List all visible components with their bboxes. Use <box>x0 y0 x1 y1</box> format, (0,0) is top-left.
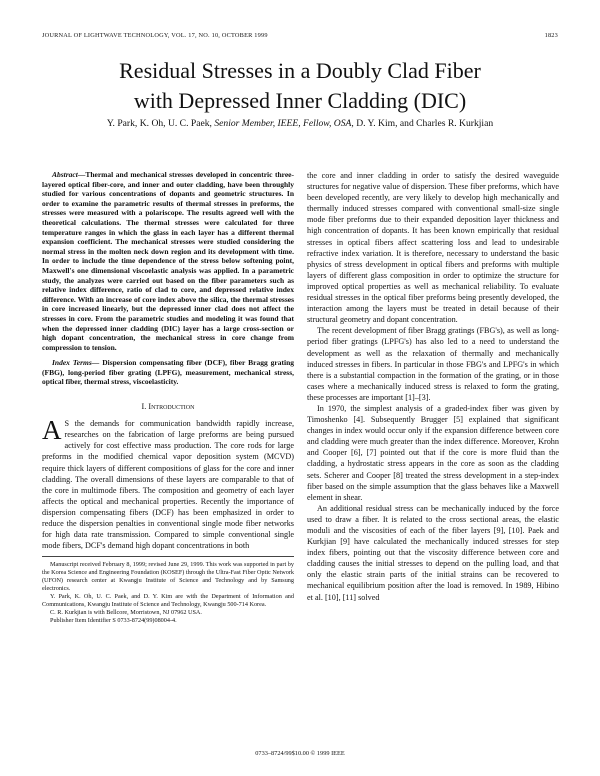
title-line-1: Residual Stresses in a Doubly Clad Fiber <box>119 58 481 83</box>
author-affiliation: Senior Member, IEEE, Fellow, OSA, <box>214 118 354 129</box>
section-number: I. <box>141 402 147 412</box>
intro-paragraph <box>42 415 294 551</box>
index-terms-text: Dispersion compensating fiber (DCF), fiber Bragg grating (FBG), long-period fiber grating (LPFG), measurement, mechanical stress, optical fiber, thermal stress, viscoelasticity. <box>42 358 294 387</box>
left-column <box>42 170 294 625</box>
abstract <box>42 170 294 352</box>
footnotes <box>42 556 294 625</box>
paper-title <box>40 56 560 116</box>
body-paragraph: the core and inner cladding in order to satisfy the desired waveguide structures for negative value of dispersion. These fiber preforms, which have been developed recently, are very likely to develop high mechanically and thermally induced stresses compared with conventional small-size single mode fiber preforms due to their expanded deposition layer thickness and high concentration of dopants. It has been known empirically that residual stresses in optical fibers affect scattering loss and lead to undesirable refractive index variation. It is therefore, necessary to understand the basic physics of stress development in optical fibers and preforms with multiple layers of different glass composition in order to optimize the structure for improved optical properties as well as mechanical reliability. To evaluate residual stresses in the optical fiber preforms being presently developed, the interaction among the layers must be treated in detail because of their structural geometry and dopant concentration. <box>307 171 559 325</box>
drop-cap: A <box>42 415 62 446</box>
right-column <box>307 170 559 603</box>
abstract-lead: Abstract— <box>52 170 86 179</box>
footnote-publisher-id: Publisher Item Identifier S 0733-8724(99)08004-4. <box>50 617 177 625</box>
running-header <box>42 32 558 44</box>
footnote-kurkjian: C. R. Kurkjian is with Bellcore, Morristown, NJ 07962 USA. <box>50 609 202 617</box>
section-heading <box>42 401 294 412</box>
author-names-1: Y. Park, K. Oh, U. C. Paek, <box>106 118 212 129</box>
footnote-affiliation: Y. Park, K. Oh, U. C. Paek, and D. Y. Kim are with the Department of Information and Communications, Kwangju Institute of Science and Technology, Kwangju 500-714 Korea. <box>42 593 294 609</box>
footnote-manuscript: Manuscript received February 8, 1999; revised June 29, 1999. This work was supported in part by the Korea Science and Engineering Foundation (KOSEF) through the Ultra-Fast Fiber Optic Network (UFON) research center at Kwangju Institute of Science and Technology and by Samsung electronics. <box>42 561 294 593</box>
title-line-2: with Depressed Inner Cladding (DIC) <box>133 88 467 113</box>
index-terms <box>42 358 294 387</box>
intro-text: S the demands for communication bandwidth rapidly increase, researches on the fabrication of large preforms are being pursued actively for cost effective mass production. The core rods for large preforms in the modified chemical vapor deposition system (MCVD) require thick layers of different compositions of glass for the core and inner cladding. The overall dimensions of these layers are comparable to that of the core in multimode fibers. The composition and geometry of each layer affects the optical and mechanical properties. Recently the importance of dispersion compensating fibers (DCF) has been emphasized in order to reduce the dispersion penalties in conventional single mode fiber networks for high data rate transmission. Compared to simple conventional single mode fibers, DCF's demand high dopant concentrations in both <box>42 419 294 551</box>
section-title: Introduction <box>148 402 195 412</box>
body-paragraph: In 1970, the simplest analysis of a graded-index fiber was given by Timoshenko [4]. Subsequently Brugger [5] explained that significant changes in index would occur only if the expansion difference between core and cladding were much greater than the index difference. Moreover, Krohn and Cooper [6], [7] pointed out that if the core is more fluid than the cladding, a hydrostatic stress appears in the core as soon as the cladding sets. Scherer and Cooper [8] treated the stress development in a step-index fiber based on the simple assumption that the glass behaves like a Maxwell element in shear. <box>307 403 559 502</box>
abstract-text: Thermal and mechanical stresses developed in concentric three-layered optical fiber-core, and inner and outer cladding, have been throughly studied for various concentrations of dopants and geometric structures. In order to examine the parametric results of thermal stresses in preforms, the stresses were measured with a polariscope. The results agreed well with the theoretical calculations. The thermal stresses were calculated for three temperature ranges in which the glass in each layer has a different thermal expansion coefficient. The mechanical stresses were studied considering the normal stress in the molten neck down region and its development with time. In order to include the time dependence of the stress below softening point, Maxwell's one dimensional viscoelastic analysis was applied. In a parametric study, the analyzes were carried out based on the fiber parameters such as relative index difference, ratio of clad to core, and depressed relative index difference. With an increase of core index above the silica, the thermal stresses in core increased linearly, but the depressed inner clad does not affect the stresses in core. From the parametric studies and modeling it was found that when the depressed inner cladding (DIC) layer has a large cross-section or high dopant concentration, the mechanical stress in core change from compression to tension. <box>42 170 294 352</box>
author-list <box>40 118 560 129</box>
index-terms-lead: Index Terms— <box>52 358 100 368</box>
body-paragraph: An additional residual stress can be mechanically induced by the force used to draw a fiber. It is related to the cross sectional areas, the elastic moduli and the viscosities of each of the fiber layers [9], [10]. Paek and Kurkjian [9] have calculated the mechanically induced stresses for step index fibers, pointing out that the viscosity difference between core and cladding causes the initial stresses to depend on the pulling load, and that only the elastic strain parts of the initial strains can be recovered to mechanical equilibrium position after the load is removed. In 1989, Hibino et al. [10], [11] solved <box>307 503 559 602</box>
copyright-footer: 0733–8724/99$10.00 © 1999 IEEE <box>255 750 345 757</box>
journal-name: JOURNAL OF LIGHTWAVE TECHNOLOGY, VOL. 17, NO. 10, OCTOBER 1999 <box>42 32 268 39</box>
body-paragraph: The recent development of fiber Bragg gratings (FBG's), as well as long-period fiber gratings (LPFG's) has also led to a need to understand the development as well as the relaxation of thermally and mechanically induced stresses in fibers. In particular in those FBG's and LPFG's in which there is a substantial compaction in the formation of the grating, or in those cases where a mechanically induced stress is relaxed to form the grating, these processes are important [1]–[3]. <box>307 326 559 402</box>
author-names-2: D. Y. Kim, and Charles R. Kurkjian <box>356 118 494 129</box>
page-number: 1823 <box>544 32 558 39</box>
